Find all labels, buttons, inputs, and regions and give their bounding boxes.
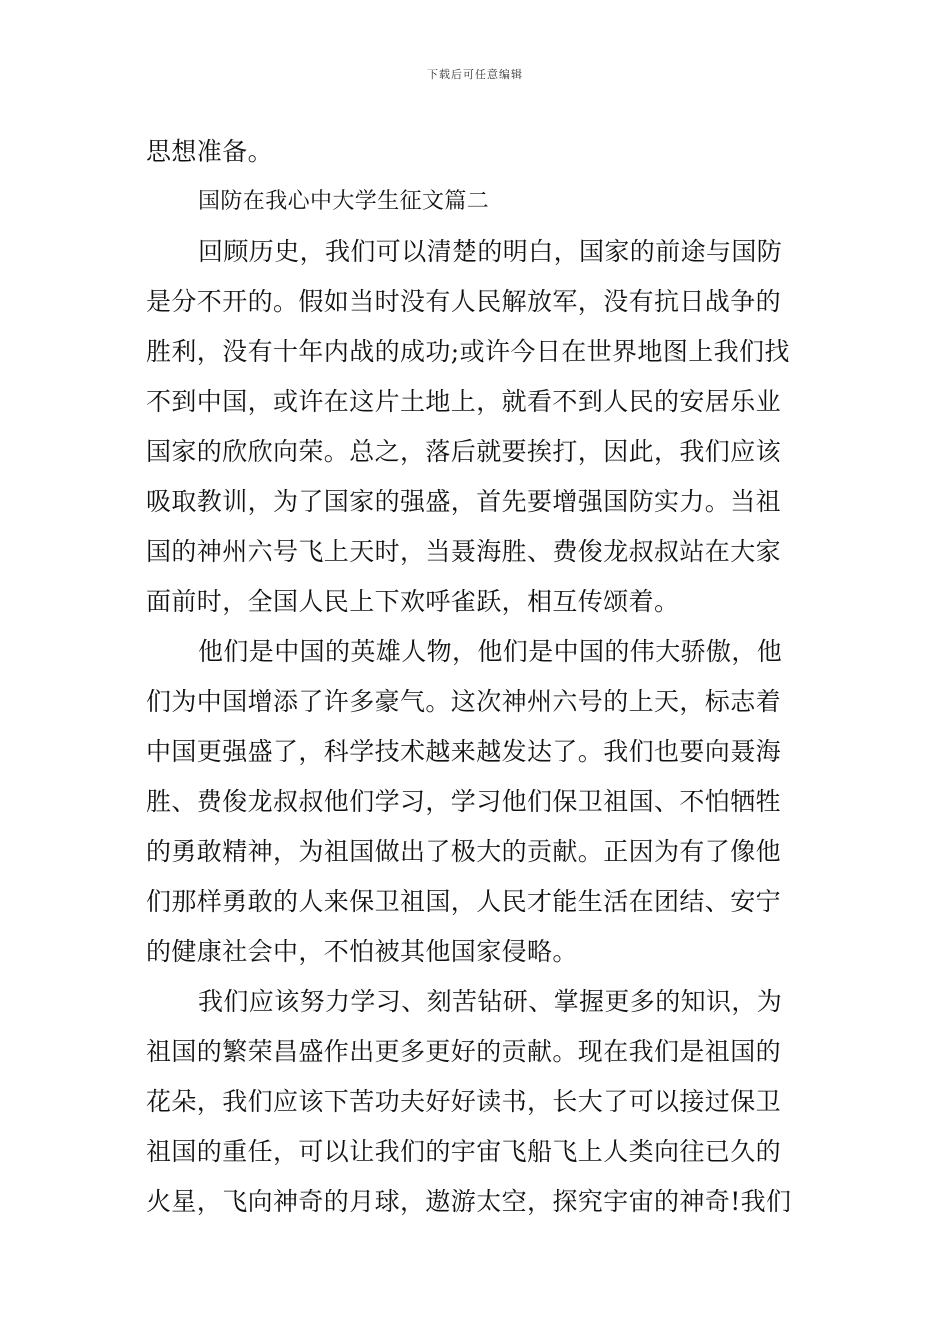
text-line: 胜、费俊龙叔叔他们学习，学习他们保卫祖国、不怕牺牲: [146, 787, 782, 816]
text-line: 吸取教训，为了国家的强盛，首先要增强国防实力。当祖: [146, 487, 782, 516]
text-line: 是分不开的。假如当时没有人民解放军，没有抗日战争的: [146, 287, 782, 316]
text-line: 的勇敢精神，为祖国做出了极大的贡献。正因为有了像他: [146, 837, 782, 866]
text-line: 国家的欣欣向荣。总之，落后就要挨打，因此，我们应该: [146, 437, 782, 466]
text-line: 祖国的繁荣昌盛作出更多更好的贡献。现在我们是祖国的: [146, 1037, 782, 1066]
text-line: 国的神州六号飞上天时，当聂海胜、费俊龙叔叔站在大家: [146, 537, 782, 566]
text-line: 们那样勇敢的人来保卫祖国，人民才能生活在团结、安宁: [146, 887, 782, 916]
text-line: 们为中国增添了许多豪气。这次神州六号的上天，标志着: [146, 687, 782, 716]
text-line: 回顾历史，我们可以清楚的明白，国家的前途与国防: [198, 237, 783, 266]
text-line: 花朵，我们应该下苦功夫好好读书，长大了可以接过保卫: [146, 1087, 782, 1116]
document-body: [146, 127, 806, 1227]
page-header-note: 下载后可任意编辑: [427, 68, 523, 81]
text-line: 他们是中国的英雄人物，他们是中国的伟大骄傲，他: [198, 637, 783, 666]
text-line: 火星，飞向神奇的月球，遨游太空，探究宇宙的神奇!我们: [146, 1187, 792, 1216]
text-line: 面前时，全国人民上下欢呼雀跃，相互传颂着。: [146, 587, 680, 616]
text-line: 祖国的重任，可以让我们的宇宙飞船飞上人类向往已久的: [146, 1137, 782, 1166]
text-line: 我们应该努力学习、刻苦钻研、掌握更多的知识，为: [198, 987, 783, 1016]
text-line: 中国更强盛了，科学技术越来越发达了。我们也要向聂海: [146, 737, 782, 766]
text-line: 胜利，没有十年内战的成功;或许今日在世界地图上我们找: [146, 337, 790, 366]
text-line: 思想准备。: [146, 137, 274, 166]
text-line: 不到中国，或许在这片土地上，就看不到人民的安居乐业: [146, 387, 782, 416]
section-title: 国防在我心中大学生征文篇二: [198, 189, 490, 214]
text-line: 的健康社会中，不怕被其他国家侵略。: [146, 937, 578, 966]
